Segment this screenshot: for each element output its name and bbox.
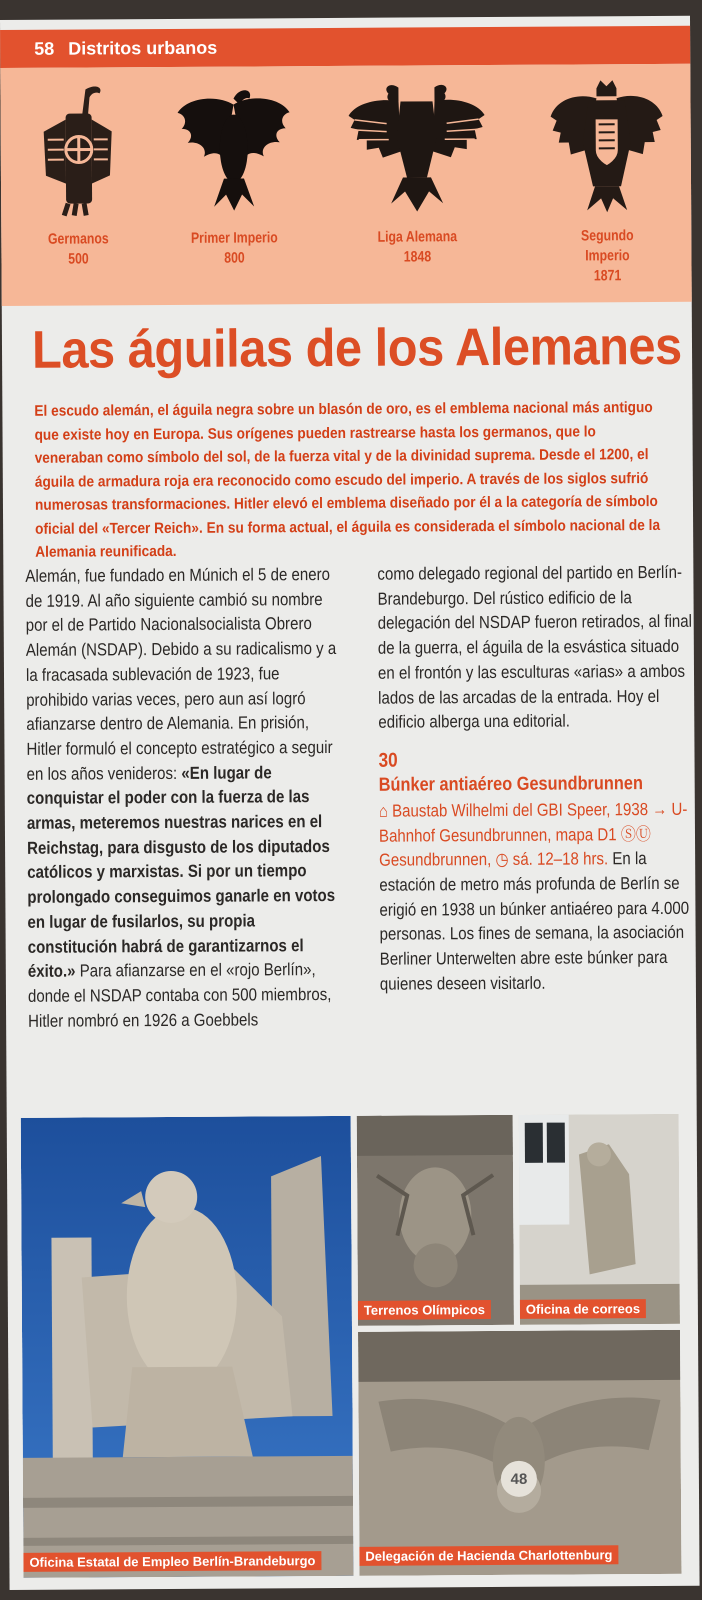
book-page: [0, 16, 700, 1590]
eagle-year: 500: [68, 250, 89, 268]
body-text: Alemán, fue fundado en Múnich el 5 de enero de 1919. Al año siguiente cambió su nombre por el de Partido Nacionalsocialista Obrero Alemán (NSDAP). Debido a su radicalismo y a la fracasada sublevación de 1923, fue prohibido varias veces, pero aun así logró afianzarse dentro de Alemania. En prisión, Hitler formuló el concepto estratégico a seguir en los años venideros:: [25, 563, 337, 784]
body-text: En la estación de metro más profunda de Berlín se erigió en 1938 un búnker antiaéreo para 4.000 personas. Los fines de semana, la asociación Berliner Unterwelten abre este búnker para quienes deseen visitarlo.: [379, 848, 690, 994]
eagle-name: Germanos: [47, 230, 109, 248]
relief-eagle-image: [358, 1330, 681, 1576]
photo-employment-office: [21, 1116, 354, 1578]
eagle-item-germanos: [12, 79, 143, 280]
eagle-year: 1871: [593, 267, 622, 285]
germanic-eagle-icon: [37, 79, 118, 219]
left-column: [25, 562, 346, 1033]
eagle-name: Primer Imperio: [190, 229, 278, 247]
stone-relief-image: [357, 1115, 514, 1326]
body-text: como delegado regional del partido en Berlín-Brandeburgo. Del rústico edificio de la delegación del NSDAP fueron retirados, al final de la guerra, el águila de la esvástica situado en el frontón y las esculturas «arias» a ambos lados de las arcadas de la entrada. Hoy el edificio alberga una editorial.: [377, 561, 693, 732]
section-title: Distritos urbanos: [68, 37, 218, 59]
body-text: Para afianzarse en el «rojo Berlín», donde el NSDAP contaba con 500 miembros, Hitler nombró en 1926 a Goebbels: [27, 959, 332, 1031]
page-header: [0, 26, 690, 68]
article-intro: El escudo alemán, el águila negra sobre un blasón de oro, es el emblema nacional más antiguo que existe hoy en Europa. Sus orígenes pueden rastrearse hasta los germanos, que lo veneraban como símbolo del sol, de la fuerza vital y de la divinidad suprema. Desde el 1200, el águila de armadura roja era reconocido como escudo del imperio. A través de los siglos sufrió numerosas transformaciones. Hitler elevó el emblema diseñado por él a la categoría de símbolo oficial del «Tercer Reich». En su forma actual, el águila es considerada el símbolo nacional de la Alemania reunificada.: [34, 399, 661, 561]
bunker-heading: Búnker antiaéreo Gesundbrunnen: [378, 773, 643, 796]
photo-olympic-grounds: [357, 1115, 514, 1326]
photo-caption: Delegación de Hacienda Charlottenburg: [359, 1545, 618, 1566]
photo-post-office: [519, 1114, 680, 1325]
photo-caption: Oficina Estatal de Empleo Berlín-Brandeburgo: [23, 1551, 321, 1572]
photo-caption: Oficina de correos: [520, 1299, 646, 1319]
photo-caption: Terrenos Olímpicos: [358, 1300, 491, 1320]
german-league-eagle-icon: [346, 77, 487, 218]
hitler-quote: «En lugar de conquistar el poder con la fuerza de las armas, meteremos nuestras narices en el Reichstag, para disgusto de los diputados católicos y marxistas. Si por un tiempo prolongado conseguimos ganarle en votos en lugar de fusilarlos, su propia constitución habrá de garantizarnos el éxito.»: [26, 761, 336, 982]
eagle-building-image: [519, 1114, 680, 1325]
eagle-item-primer-imperio: [168, 78, 299, 279]
stone-eagle-image: [21, 1116, 354, 1578]
page-badge: 48: [501, 1461, 537, 1497]
eagle-item-segundo-imperio: [546, 76, 667, 285]
bunker-info: ⌂ Baustab Wilhelmi del GBI Speer, 1938 → U-Bahnhof Gesundbrunnen, mapa D1 ⓈⓊ Gesundbrunnen, ◷ sá. 12–18 hrs.: [378, 798, 688, 871]
eagle-item-liga-alemana: [346, 77, 487, 278]
eagle-timeline: [0, 64, 691, 306]
section-number: 30: [378, 749, 398, 772]
photo-tax-office: [358, 1330, 681, 1576]
eagle-name: Liga Alemana: [377, 228, 458, 246]
second-empire-eagle-icon: [546, 76, 667, 217]
eagle-year: 800: [224, 249, 245, 267]
eagle-year: 1848: [403, 248, 432, 266]
article-title: Las águilas de los Alemanes: [31, 316, 682, 380]
right-column: [377, 560, 698, 996]
page-number: 58: [34, 38, 55, 59]
eagle-name: Segundo Imperio: [580, 227, 634, 265]
first-empire-eagle-icon: [173, 78, 294, 219]
